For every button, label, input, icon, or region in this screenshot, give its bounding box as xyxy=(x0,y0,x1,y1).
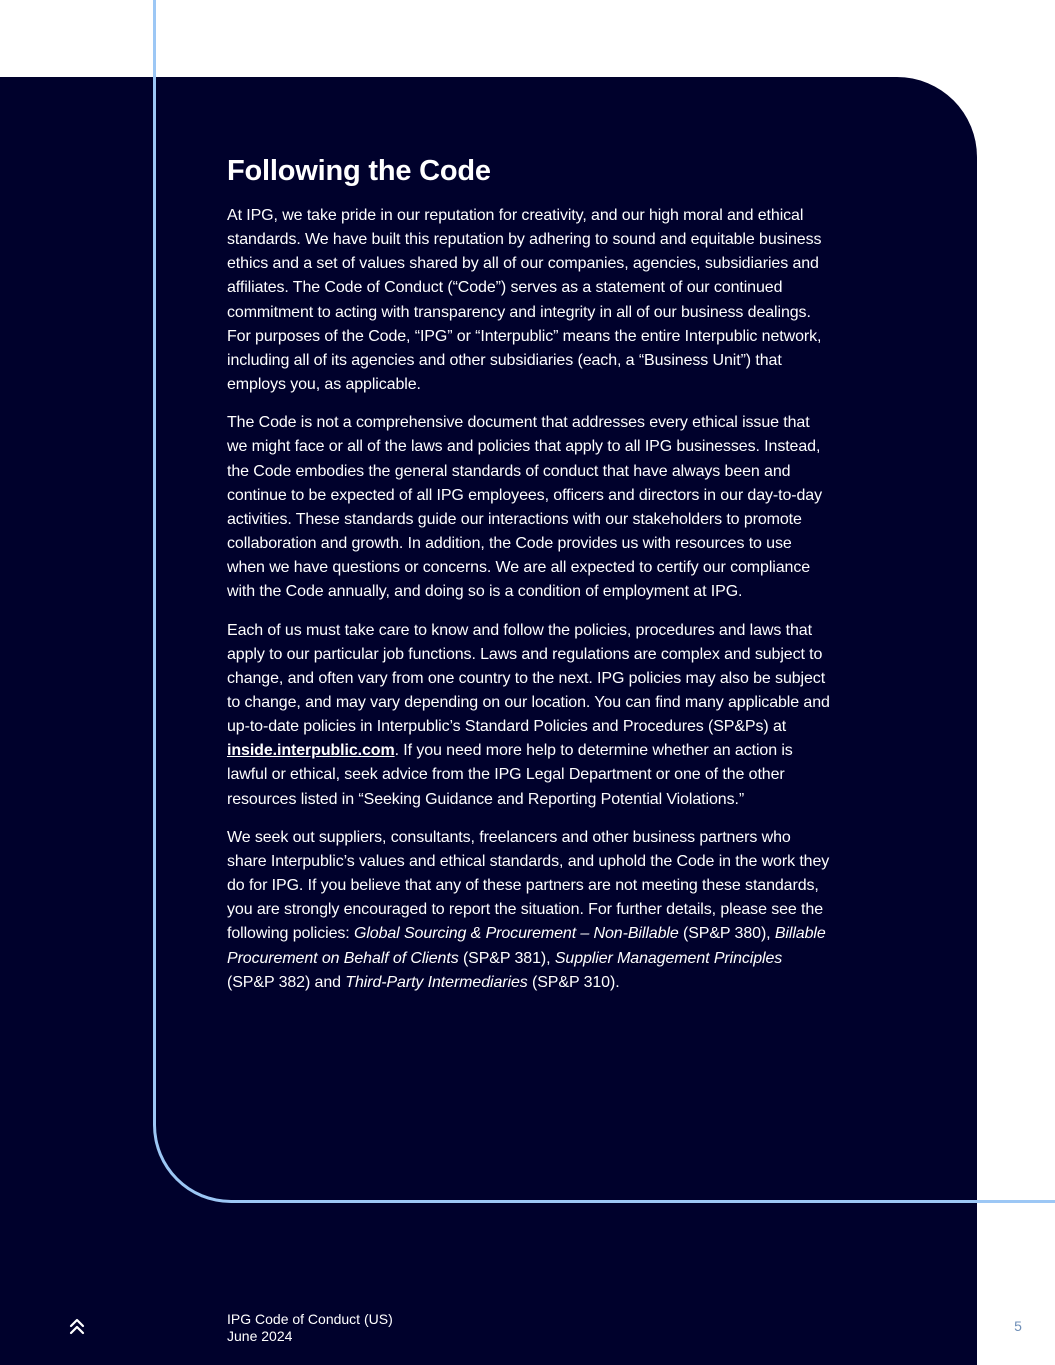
double-chevron-up-icon xyxy=(66,1314,88,1338)
paragraph-policies-text-2: . If you need more help to determine whether an action is lawful or ethical, seek advice from the IPG Legal Department or one of the other resources listed in “Seeking Guidance and Reporting Potential Violations.” xyxy=(227,742,793,808)
page-number: 5 xyxy=(1014,1318,1022,1334)
back-to-top-button[interactable] xyxy=(66,1314,88,1338)
policy-billable-procurement: Billable Procurement on Behalf of Clients xyxy=(227,925,826,967)
policy-ref-310: (SP&P 310). xyxy=(527,973,620,991)
policy-global-sourcing: Global Sourcing & Procurement – Non-Billable xyxy=(353,925,679,943)
interpublic-intranet-link[interactable]: inside.interpublic.com xyxy=(227,742,395,760)
footer-date: June 2024 xyxy=(227,1328,293,1344)
policy-third-party-intermediaries: Third-Party Intermediaries xyxy=(345,973,528,991)
footer-info xyxy=(227,1311,393,1345)
policy-ref-381: (SP&P 381), xyxy=(458,949,555,967)
policy-ref-380: (SP&P 380), xyxy=(678,925,775,943)
main-content xyxy=(227,150,832,1009)
paragraph-policies xyxy=(227,619,832,812)
paragraph-scope: The Code is not a comprehensive document that addresses every ethical issue that we might face or all of the laws and policies that apply to all IPG businesses. Instead, the Code embodies the general standards of conduct that have always been and continue to be expected of all IPG employees, officers and directors in our day-to-day activities. These standards guide our interactions with our stakeholders to promote collaboration and growth. In addition, the Code provides us with resources to use when we have questions or concerns. We are all expected to certify our compliance with the Code annually, and doing so is a condition of employment at IPG. xyxy=(227,414,822,601)
partners-intro-text: We seek out suppliers, consultants, freelancers and other business partners who share Interpublic’s values and ethical standards, and uphold the Code in the work they do for IPG. If you believe that any of these partners are not meeting these standards, you are strongly encouraged to report the situation. For further details, please see the following policies: xyxy=(227,828,830,943)
policy-ref-382: (SP&P 382) and xyxy=(227,973,346,991)
page-title: Following the Code xyxy=(227,155,491,187)
footer-document-title: IPG Code of Conduct (US) xyxy=(227,1311,393,1327)
policy-supplier-management: Supplier Management Principles xyxy=(554,949,783,967)
paragraph-intro: At IPG, we take pride in our reputation for creativity, and our high moral and ethical standards. We have built this reputation by adhering to sound and equitable business ethics and a set of values shared by all of our companies, agencies, subsidiaries and affiliates. The Code of Conduct (“Code”) serves as a statement of our continued commitment to acting with transparency and integrity in all of our business dealings. For purposes of the Code, “IPG” or “Interpublic” means the entire Interpublic network, including all of its agencies and other subsidiaries (each, a “Business Unit”) that employs you, as applicable. xyxy=(227,207,822,394)
paragraph-policies-text-1: Each of us must take care to know and follow the policies, procedures and laws that apply to our particular job functions. Laws and regulations are complex and subject to change, and often vary from one country to the next. IPG policies may also be subject to change, and may vary depending on our location. You can find many applicable and up-to-date policies in Interpublic’s Standard Policies and Procedures (SP&Ps) at xyxy=(227,621,830,736)
paragraph-partners xyxy=(227,826,832,995)
